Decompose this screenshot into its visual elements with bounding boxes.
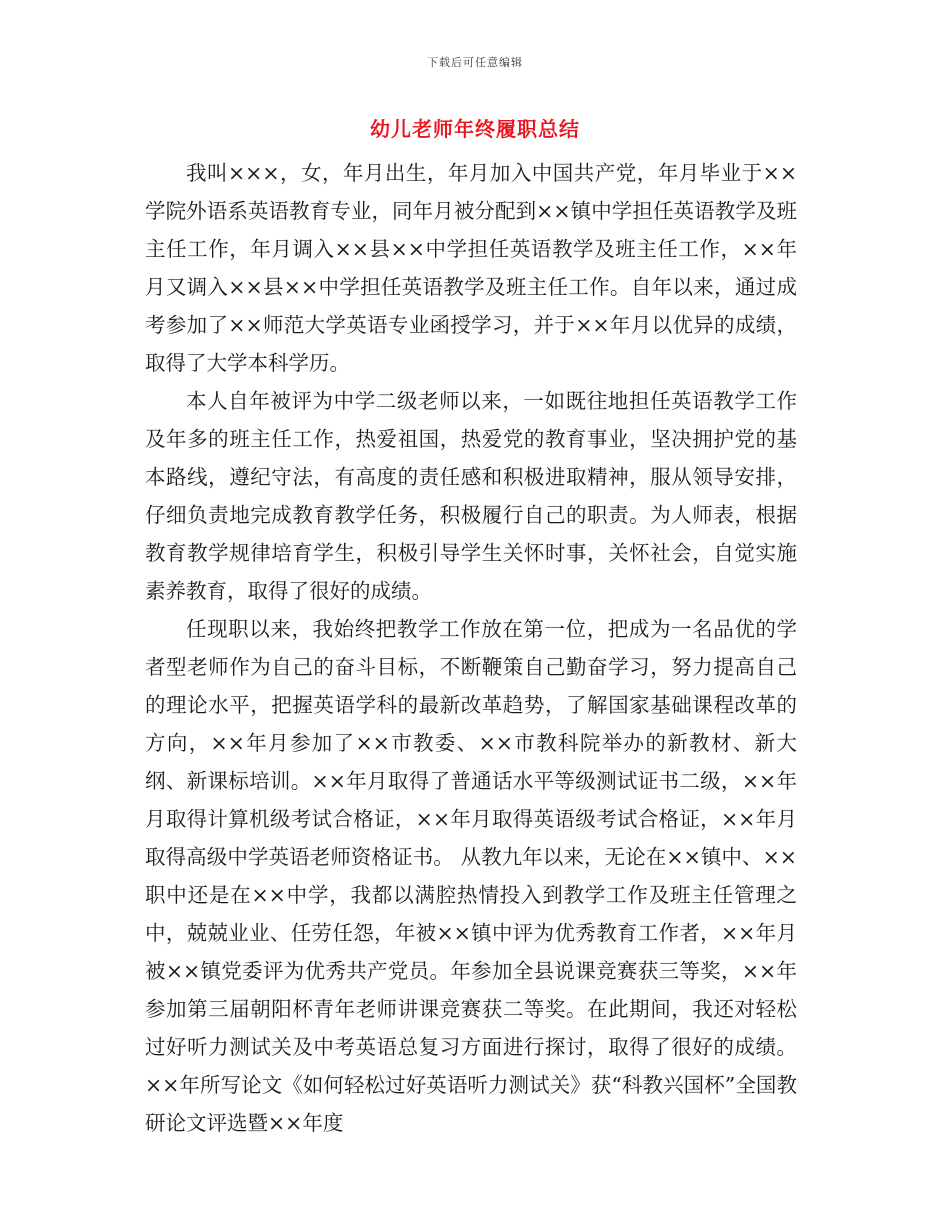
paragraph-work-attitude: 本人自年被评为中学二级老师以来，一如既往地担任英语教学工作及年多的班主任工作，热爱祖国，热爱党的教育事业，坚决拥护党的基本路线，遵纪守法，有高度的责任感和积极进取精神，服从领导安排，仔细负责地完成教育教学任务，积极履行自己的职责。为人师表，根据教育教学规律培育学生，积极引导学生关怀时事，关怀社会，自觉实施素养教育，取得了很好的成绩。	[145, 389, 797, 603]
document-title: 幼儿老师年终履职总结	[370, 117, 580, 141]
download-note: 下载后可任意编辑	[427, 56, 523, 69]
paragraph-achievements: 任现职以来，我始终把教学工作放在第一位，把成为一名品优的学者型老师作为自己的奋斗目标，不断鞭策自己勤奋学习，努力提高自己的理论水平，把握英语学科的最新改革趋势，了解国家基础课程改革的方向，××年月参加了××市教委、××市教科院举办的新教材、新大纲、新课标培训。××年月取得了普通话水平等级测试证书二级，××年月取得计算机级考试合格证，××年月取得英语级考试合格证，××年月取得高级中学英语老师资格证书。 从教九年以来，无论在××镇中、××职中还是在××中学，我都以满腔热情投入到教学工作及班主任管理之中，兢兢业业、任劳任怨，年被××镇中评为优秀教育工作者，××年月被××镇党委评为优秀共产党员。年参加全县说课竞赛获三等奖，××年参加第三届朝阳杯青年老师讲课竞赛获二等奖。在此期间，我还对轻松过好听力测试关及中考英语总复习方面进行探讨，取得了很好的成绩。××年所写论文《如何轻松过好英语听力测试关》获“科教兴国杯”全国教研论文评选暨××年度	[145, 617, 797, 1135]
document-body	[145, 154, 797, 1142]
paragraph-personal-background: 我叫×××，女，年月出生，年月加入中国共产党，年月毕业于××学院外语系英语教育专业，同年月被分配到××镇中学担任英语教学及班主任工作，年月调入××县××中学担任英语教学及班主任工作，××年月又调入××县××中学担任英语教学及班主任工作。自年以来，通过成考参加了××师范大学英语专业函授学习，并于××年月以优异的成绩，取得了大学本科学历。	[145, 161, 797, 375]
